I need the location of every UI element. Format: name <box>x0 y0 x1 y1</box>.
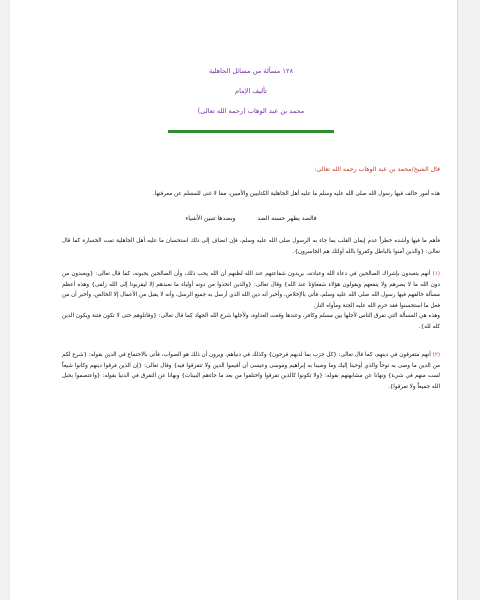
list-item <box>62 269 440 311</box>
intro-paragraph: هذه أمور خالف فيها رسول الله صلى الله عليه وسلم ما عليه أهل الجاهلية الكتابيين والأميين، مما لا غنى للمسلم عن معرفتها. <box>152 191 440 197</box>
document-page <box>10 0 458 600</box>
poem-verse <box>62 214 440 225</box>
author-label: تأليف الإمام <box>235 87 267 95</box>
title-block <box>62 66 440 116</box>
item-number: (٢) <box>432 352 441 358</box>
title-divider <box>168 130 334 133</box>
section-heading: قال الشيخ/محمد بن عبد الوهاب رحمه الله تعالى: <box>314 166 440 173</box>
book-title: ١٢٨ مسألة من مسائل الجاهلية <box>208 67 294 75</box>
list-item <box>62 350 440 392</box>
item-text: أنهم متفرقون في دينهم، كما قال تعالى: {كل حزب بما لديهم فرحون} وكذلك في دنياهم، ويرون أن ذلك هو الصواب، فأتى بالاجتماع في الدين بقوله: {شرع لكم من الدين ما وصى به نوحاً والذي أوحينا إليك وما وصينا به إبراهيم وموسى وعيسى أن أقيموا الدين ولا تتفرقوا فيه} وقال تعالى: {إن الذين فرقوا دينهم وكانوا شيعاً لست منهم في شيء} ونهانا عن مشابهتهم بقوله: {ولا تكونوا كالذين تفرقوا واختلفوا من بعد ما جاءهم البينات} ونهانا عن التفرق في الدنيا بقوله: {واعتصموا بحبل الله جميعاً ولا تفرقوا}. <box>62 352 440 390</box>
viewer-scroll-edge <box>457 0 480 600</box>
item-continuation: وهذه هي المسألة التي تفرق الناس لأجلها بين مسلم وكافر، وعندها وقعت العداوة، ولأجلها شرع الله الجهاد كما قال تعالى: {وقاتلوهم حتى لا تكون فتنة ويكون الدين كله لله}. <box>62 313 440 330</box>
author-name: محمد بن عبد الوهاب (رحمه الله تعالى) <box>197 107 305 115</box>
document-content <box>62 0 440 600</box>
main-paragraph: فأهم ما فيها وأشده خطراً عدم إيمان القلب بما جاء به الرسول صلى الله عليه وسلم، فإن انضاف إلى ذلك استحسان ما عليه أهل الجاهلية تمت الخسارة كما قال تعالى: {والذين آمنوا بالباطل وكفروا بالله أولئك هم الخاسرون}. <box>62 238 440 255</box>
poem-left-hemistich: وبضدها تتبين الأشياء <box>185 214 236 222</box>
item-text: أنهم يتعبدون بإشراك الصالحين في دعاء الله وعبادته، يريدون شفاعتهم عند الله لظنهم أن الله يحب ذلك، وأن الصالحين يحبونه، كما قال تعالى: {ويعبدون من دون الله ما لا يضرهم ولا ينفعهم ويقولون هؤلاء شفعاؤنا عند الله} وقال تعالى: {والذين اتخذوا من دونه أولياء ما نعبدهم إلا ليقربونا إلى الله زلفى} وهذه أعظم مسألة خالفهم فيها رسول الله صلى الله عليه وسلم، فأتى بالإخلاص، وأخبر أنه دين الله الذي أرسل به جميع الرسل، وأنه لا يقبل من الأعمال إلا الخالص، وأخبر أن من فعل ما استحسنوا فقد حرم الله عليه الجنة ومأواه النار. <box>62 271 440 309</box>
item-number: (١) <box>432 271 440 277</box>
poem-right-hemistich: فالضد يظهر حسنه الضد <box>257 214 317 222</box>
